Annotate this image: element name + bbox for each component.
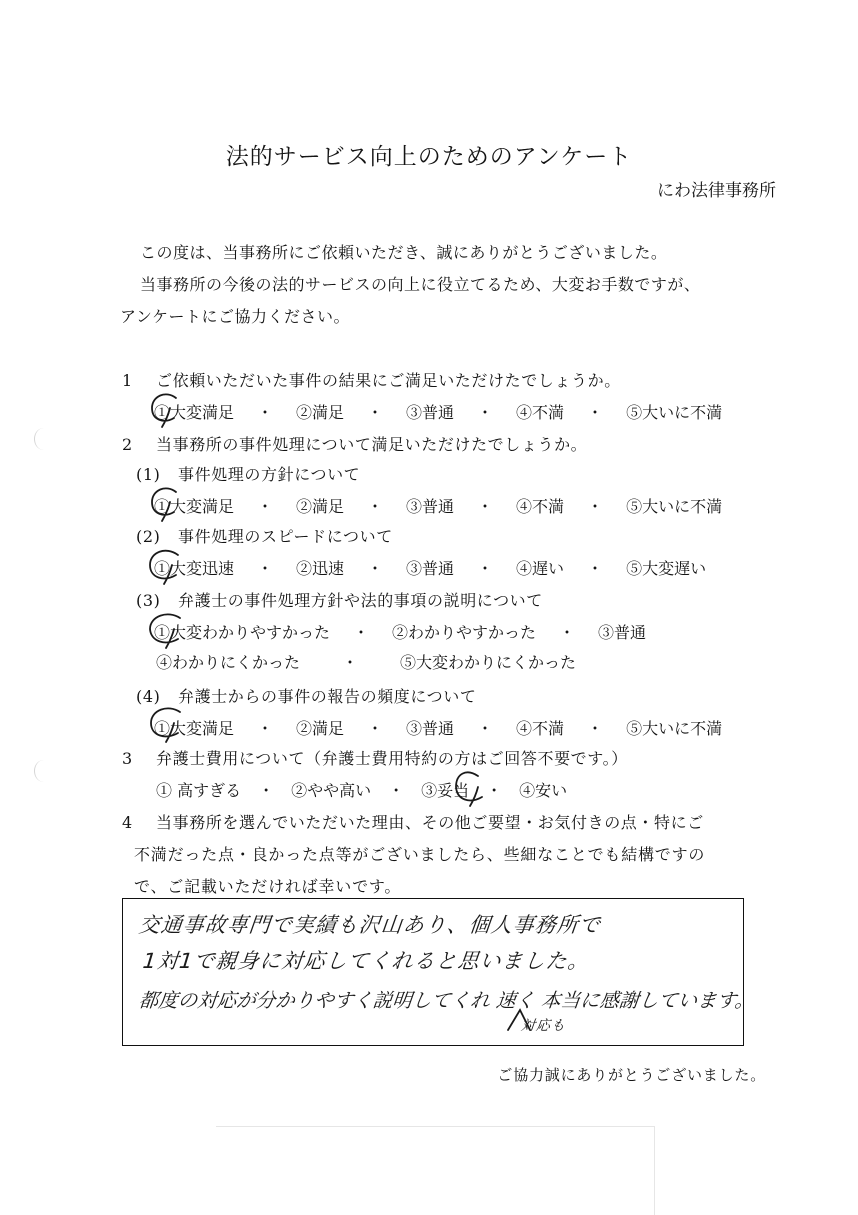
separator: ・ xyxy=(258,781,275,800)
q1-option-1[interactable]: ①大変満足 xyxy=(154,403,235,422)
question-number: 2 xyxy=(122,435,133,454)
q2-3-option-5[interactable]: ⑤大変わかりにくかった xyxy=(400,653,577,672)
q2-2-option-3[interactable]: ③普通 xyxy=(406,559,455,578)
q2-1-option-5[interactable]: ⑤大いに不満 xyxy=(626,497,723,516)
q2-4-option-4[interactable]: ④不満 xyxy=(516,719,565,738)
question-text: 当事務所を選んでいただいた理由、その他ご要望・お気付きの点・特にご xyxy=(156,813,704,832)
handwritten-insertion: 対応も xyxy=(520,1018,567,1034)
q2-2-option-2[interactable]: ②迅速 xyxy=(296,559,345,578)
separator: ・ xyxy=(587,403,604,422)
handwritten-line-3: 都度の対応が分かりやすく説明してくれ 速く 本当に感謝しています。 xyxy=(137,989,756,1012)
separator: ・ xyxy=(486,781,503,800)
separator: ・ xyxy=(367,559,384,578)
separator: ・ xyxy=(257,403,274,422)
q2-1-option-3[interactable]: ③普通 xyxy=(406,497,455,516)
q2-4-option-1[interactable]: ①大変満足 xyxy=(154,719,235,738)
separator: ・ xyxy=(257,497,274,516)
selection-circle-q2-3 xyxy=(150,614,180,648)
q3-option-2[interactable]: ②やや高い xyxy=(291,781,372,800)
selection-circle-q2-2 xyxy=(150,551,178,584)
separator: ・ xyxy=(587,559,604,578)
q2-2-option-1[interactable]: ①大変迅速 xyxy=(154,559,235,578)
q2-3-option-3[interactable]: ③普通 xyxy=(598,623,647,642)
closing-thanks: ご協力誠にありがとうございました。 xyxy=(497,1066,766,1084)
q2-3-option-2[interactable]: ②わかりやすかった xyxy=(392,623,537,642)
q2-3-option-1[interactable]: ①大変わかりやすかった xyxy=(154,623,331,642)
intro-line-1: この度は、当事務所にご依頼いただき、誠にありがとうございました。 xyxy=(140,243,668,262)
question-number: 3 xyxy=(122,749,133,768)
separator: ・ xyxy=(587,497,604,516)
selection-circle-q3 xyxy=(456,772,482,806)
question-number: 1 xyxy=(122,371,133,390)
sub-text: 弁護士からの事件の報告の頻度について xyxy=(178,687,477,706)
separator: ・ xyxy=(367,719,384,738)
q2-2-option-4[interactable]: ④遅い xyxy=(516,559,565,578)
q2-4-option-3[interactable]: ③普通 xyxy=(406,719,455,738)
question-4-line-3: で、ご記載いただければ幸いです。 xyxy=(134,877,402,896)
selection-circle-q2-4 xyxy=(151,708,180,742)
separator: ・ xyxy=(477,719,494,738)
q2-1-option-1[interactable]: ①大変満足 xyxy=(154,497,235,516)
separator: ・ xyxy=(388,781,405,800)
q3-option-3[interactable]: ③妥当 xyxy=(421,781,470,800)
separator: ・ xyxy=(257,719,274,738)
separator: ・ xyxy=(477,403,494,422)
page-title: 法的サービス向上のためのアンケート xyxy=(225,144,633,170)
q2-1-option-4[interactable]: ④不満 xyxy=(516,497,565,516)
separator: ・ xyxy=(559,623,576,642)
separator: ・ xyxy=(367,497,384,516)
q1-option-3[interactable]: ③普通 xyxy=(406,403,455,422)
q1-option-4[interactable]: ④不満 xyxy=(516,403,565,422)
q2-4-option-2[interactable]: ②満足 xyxy=(296,719,345,738)
q3-option-4[interactable]: ④安い xyxy=(519,781,568,800)
sub-text: 事件処理の方針について xyxy=(178,465,361,484)
question-text: 弁護士費用について（弁護士費用特約の方はご回答不要です。） xyxy=(156,749,628,768)
q2-2-option-5[interactable]: ⑤大変遅い xyxy=(626,559,707,578)
sub-number: (3) xyxy=(136,591,161,610)
firm-name: にわ法律事務所 xyxy=(657,181,776,201)
separator: ・ xyxy=(367,403,384,422)
separator: ・ xyxy=(257,559,274,578)
question-text: ご依頼いただいた事件の結果にご満足いただけたでしょうか。 xyxy=(156,371,621,390)
sub-text: 事件処理のスピードについて xyxy=(178,527,393,546)
q3-option-1[interactable]: ① 高すぎる xyxy=(156,781,242,800)
sub-number: (1) xyxy=(136,465,161,484)
intro-line-2: 当事務所の今後の法的サービスの向上に役立てるため、大変お手数ですが、 xyxy=(140,275,701,294)
selection-circle-q1 xyxy=(152,394,176,427)
q1-option-2[interactable]: ②満足 xyxy=(296,403,345,422)
q2-4-option-5[interactable]: ⑤大いに不満 xyxy=(626,719,723,738)
caret-insertion-mark xyxy=(508,1010,530,1030)
intro-line-3: アンケートにご協力ください。 xyxy=(120,307,351,326)
separator: ・ xyxy=(477,497,494,516)
handwritten-line-2: 1対1で親身に対応してくれると思いました。 xyxy=(141,949,591,973)
separator: ・ xyxy=(587,719,604,738)
question-text: 当事務所の事件処理について満足いただけたでしょうか。 xyxy=(156,435,588,454)
question-number: 4 xyxy=(122,813,133,832)
q2-3-option-4[interactable]: ④わかりにくかった xyxy=(156,653,301,672)
separator: ・ xyxy=(477,559,494,578)
sub-number: (2) xyxy=(136,527,161,546)
selection-circle-q2-1 xyxy=(152,488,176,521)
separator: ・ xyxy=(342,653,359,672)
sub-number: (4) xyxy=(136,687,161,706)
separator: ・ xyxy=(353,623,370,642)
question-4-line-2: 不満だった点・良かった点等がございましたら、些細なことでも結構ですの xyxy=(134,845,706,864)
handwritten-line-1: 交通事故専門で実績も沢山あり、個人事務所で xyxy=(137,913,603,937)
sub-text: 弁護士の事件処理方針や法的事項の説明について xyxy=(178,591,543,610)
q1-option-5[interactable]: ⑤大いに不満 xyxy=(626,403,723,422)
q2-1-option-2[interactable]: ②満足 xyxy=(296,497,345,516)
